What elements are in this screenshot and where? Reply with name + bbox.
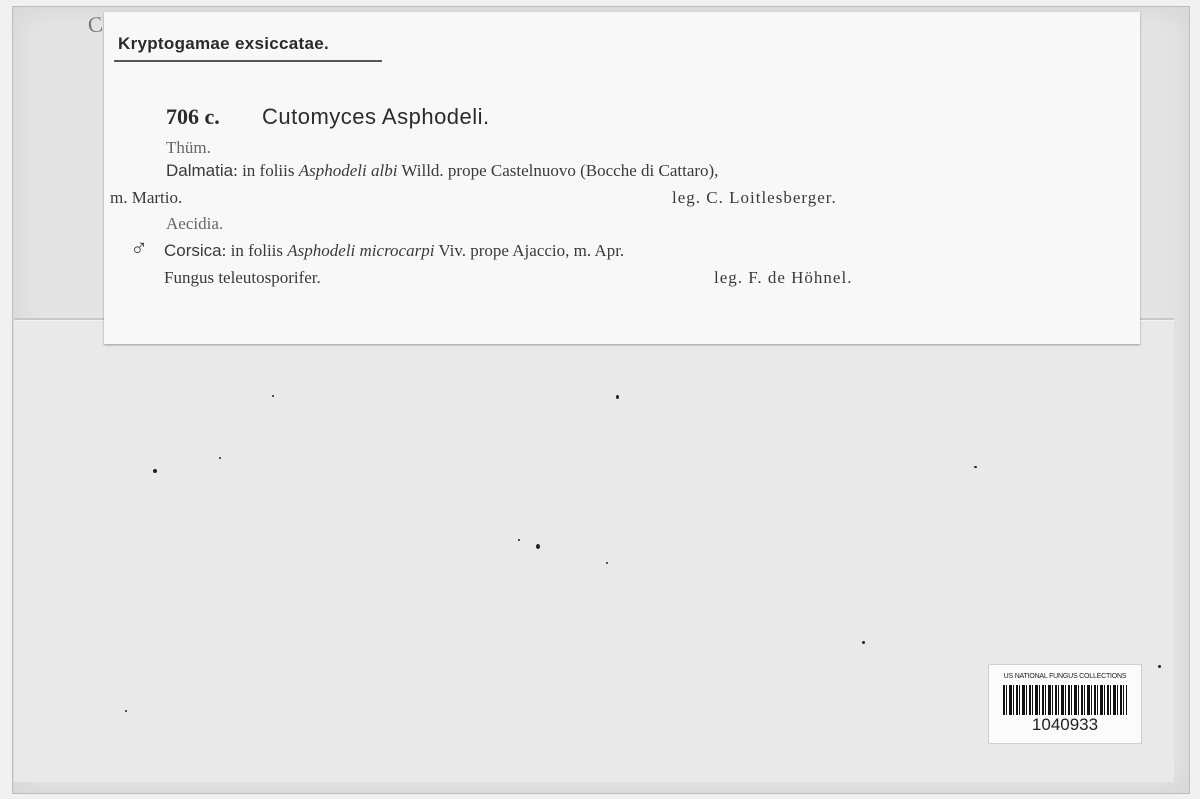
pencil-mark: C [86, 11, 105, 38]
taxon-name: Cutomyces Asphodeli. [262, 104, 490, 129]
collector-2: leg. F. de Höhnel. [714, 268, 853, 287]
locality2-text-a: : in foliis [221, 241, 288, 260]
locality-corsica [164, 241, 624, 261]
barcode-collection-name: US NATIONAL FUNGUS COLLECTIONS [1003, 673, 1127, 680]
taxon-author: Thüm. [166, 138, 211, 157]
barcode-number: 1040933 [1031, 715, 1099, 734]
locality-text-b: Willd. prope Castelnuovo (Bocche di Cattaro), [397, 161, 719, 180]
locality-text-a: : in foliis [233, 161, 299, 180]
collector-1: leg. C. Loitlesberger. [672, 188, 837, 207]
locality2-text-b: Viv. prope Ajaccio, m. Apr. [434, 241, 625, 260]
stage-symbol-icon: ♂ [130, 236, 148, 262]
host-plant-1: Asphodeli albi [298, 161, 398, 180]
exsiccata-number: 706 c. [166, 104, 220, 129]
series-title: Kryptogamae exsiccatae. [118, 34, 330, 53]
barcode-icon [1003, 685, 1127, 715]
collection-date-1: m. Martio. [110, 188, 183, 207]
spore-stage: Aecidia. [166, 214, 224, 233]
locality-dalmatia [166, 161, 718, 181]
fungus-note: Fungus teleutosporifer. [164, 268, 321, 287]
region-corsica: Corsica [164, 241, 222, 260]
series-underline [114, 60, 382, 62]
host-plant-2: Asphodeli microcarpi [287, 241, 435, 260]
region-dalmatia: Dalmatia [166, 161, 234, 180]
barcode-label [988, 664, 1142, 744]
